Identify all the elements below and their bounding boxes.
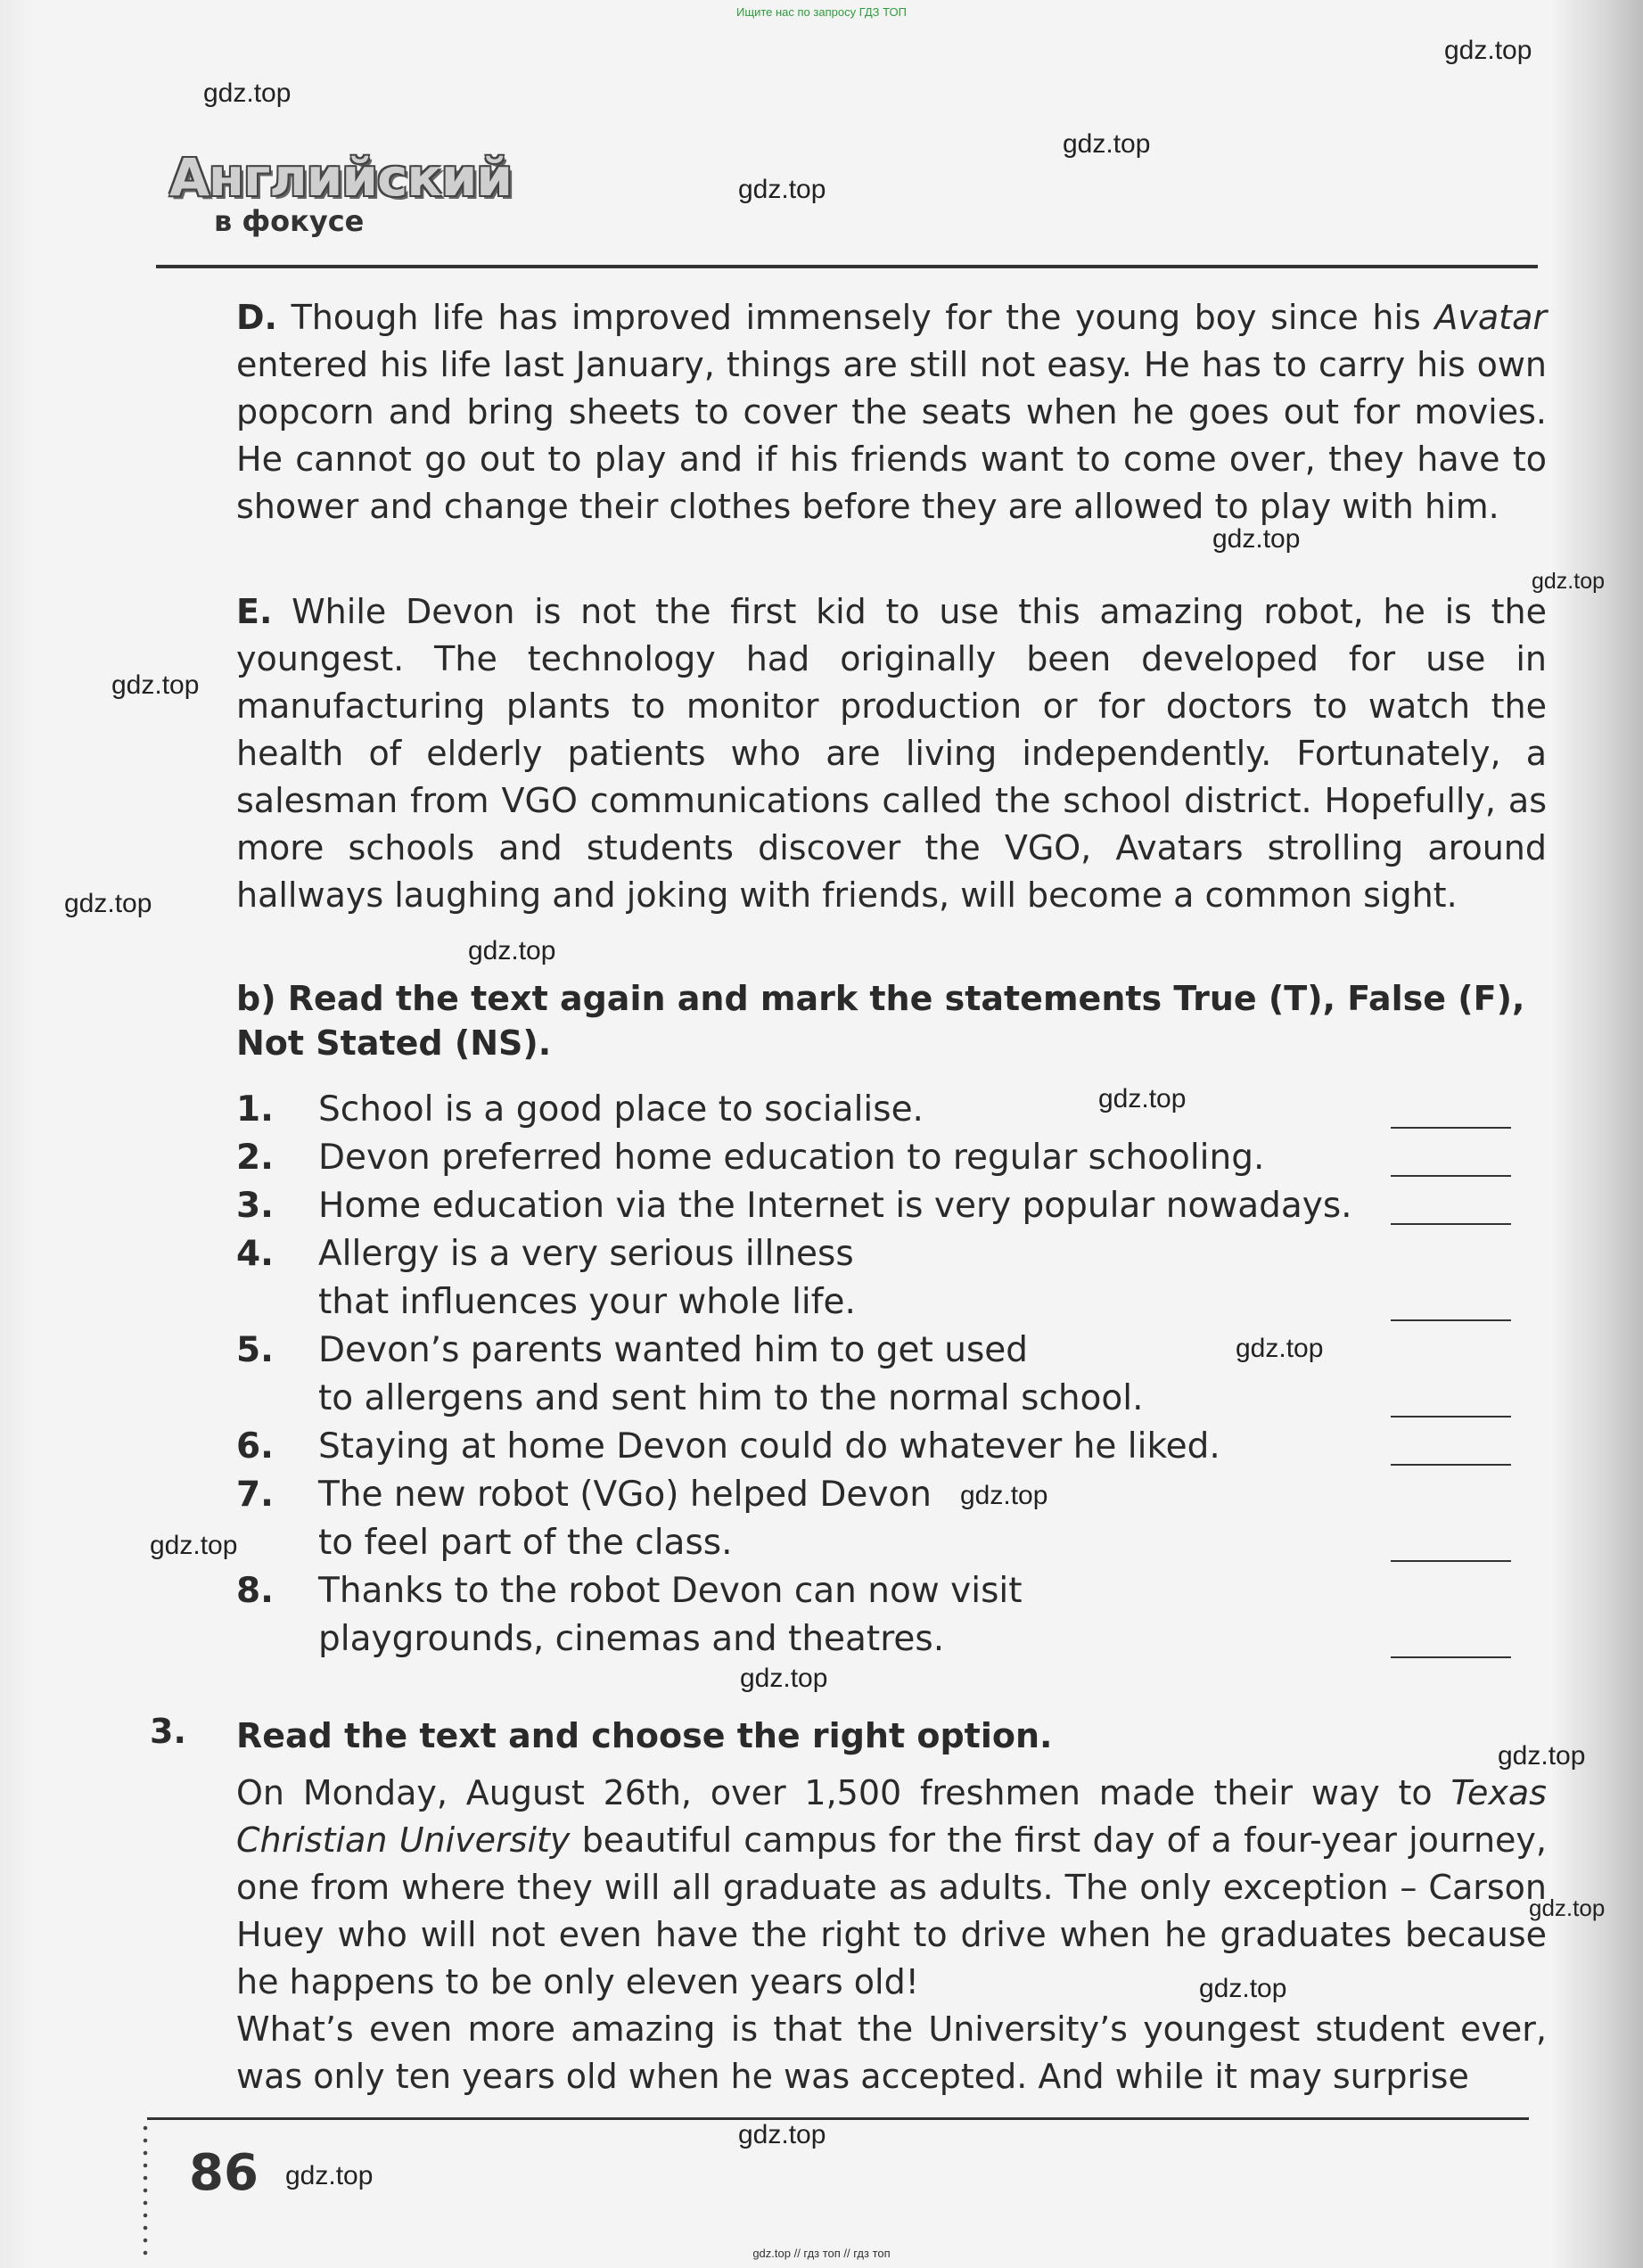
watermark: gdz.top [285, 2161, 374, 2190]
logo-title: Английский [169, 147, 513, 208]
watermark: gdz.top [740, 1664, 828, 1693]
watermark: gdz.top [1098, 1084, 1187, 1113]
statement-item [236, 1567, 1556, 1664]
statement-text-line2: playgrounds, cinemas and theatres. [318, 1619, 945, 1659]
exercise-3-text-1: On Monday, August 26th, over 1,500 freshmen made their way to [236, 1773, 1433, 1812]
task-b-instruction: b) Read the text again and mark the statements True (T), False (F), Not Stated (NS). [236, 979, 1525, 1063]
watermark: gdz.top [64, 889, 152, 918]
watermark: gdz.top [738, 2120, 826, 2149]
statement-item [236, 1134, 1556, 1182]
statement-text: Devon preferred home education to regular schooling. [318, 1138, 1265, 1178]
statement-number: 3. [236, 1186, 274, 1226]
top-note: Ищите нас по запросу ГДЗ ТОП [736, 5, 907, 19]
watermark: gdz.top [1532, 569, 1606, 594]
paragraph-e [236, 588, 1547, 919]
watermark: gdz.top [203, 78, 292, 108]
answer-blank[interactable] [1391, 1127, 1511, 1129]
footer-dots [143, 2122, 148, 2256]
statement-text: School is a good place to socialise. [318, 1089, 924, 1130]
watermark: gdz.top [1236, 1334, 1324, 1363]
watermark: gdz.top [1063, 129, 1151, 159]
statement-item [236, 1182, 1556, 1230]
statement-text: Allergy is a very serious illness [318, 1234, 854, 1274]
statement-item [236, 1086, 1556, 1134]
statement-text: Devon’s parents wanted him to get used [318, 1330, 1029, 1370]
watermark: gdz.top [738, 175, 826, 204]
answer-blank[interactable] [1391, 1223, 1511, 1225]
statement-number: 2. [236, 1138, 274, 1178]
paragraph-d-italic: Avatar [1434, 298, 1547, 337]
statement-number: 6. [236, 1426, 274, 1467]
paragraph-e-letter: E. [236, 592, 273, 631]
exercise-3-instruction: Read the text and choose the right option. [236, 1716, 1053, 1755]
statement-text: Staying at home Devon could do whatever he liked. [318, 1426, 1220, 1467]
watermark: gdz.top [150, 1531, 238, 1560]
watermark: gdz.top [1444, 36, 1532, 65]
exercise-3-text-2: beautiful campus for the first day of a four-year journey, one from where they will all graduate as adults. The only exception – Carson Huey who will not even have the right to drive when he graduates because he happens to be only eleven years old! [236, 1820, 1547, 2001]
statement-item [236, 1230, 1556, 1327]
page-number: 86 [189, 2144, 259, 2202]
answer-blank[interactable] [1391, 1656, 1511, 1658]
statement-item [236, 1423, 1556, 1471]
watermark: gdz.top [1529, 1894, 1606, 1921]
statement-text: Thanks to the robot Devon can now visit [318, 1571, 1023, 1611]
answer-blank[interactable] [1391, 1560, 1511, 1562]
answer-blank[interactable] [1391, 1319, 1511, 1321]
bottom-note: gdz.top // гдз топ // гдз топ [752, 2247, 891, 2260]
statement-item [236, 1471, 1556, 1567]
statement-text: Home education via the Internet is very popular nowadays. [318, 1186, 1352, 1226]
logo-subtitle: в фокусе [214, 204, 365, 238]
exercise-3-text-3: What’s even more amazing is that the University’s youngest student ever, was only ten years old when he was accepted. And while it may surprise [236, 2009, 1547, 2096]
statement-number: 1. [236, 1089, 274, 1130]
paragraph-d [236, 294, 1547, 530]
answer-blank[interactable] [1391, 1175, 1511, 1177]
paragraph-d-text-2: entered his life last January, things are still not easy. He has to carry his own popcorn and bring sheets to cover the seats when he goes out for movies. He cannot go out to play and if his friends want to come over, they have to shower and change their clothes before they are allowed to play with him. [236, 345, 1547, 526]
statement-text-line2: to allergens and sent him to the normal school. [318, 1378, 1144, 1418]
header-rule [156, 265, 1538, 268]
statement-text-line2: to feel part of the class. [318, 1523, 733, 1563]
statement-text-line2: that influences your whole life. [318, 1282, 856, 1322]
watermark: gdz.top [960, 1481, 1048, 1510]
watermark: gdz.top [468, 936, 556, 966]
statement-number: 5. [236, 1330, 274, 1370]
statement-text: The new robot (VGo) helped Devon [318, 1475, 932, 1515]
statement-number: 7. [236, 1475, 274, 1515]
paragraph-e-text: While Devon is not the first kid to use this amazing robot, he is the youngest. The technology had originally been developed for use in manufacturing plants to monitor production or for doctors to watch the health of elderly patients who are living independently. Fortunately, a salesman from VGO communications called the school district. Hopefully, as more schools and students discover the VGO, Avatars strolling around hallways laughing and joking with friends, will become a common sight. [236, 592, 1547, 915]
statement-number: 8. [236, 1571, 274, 1611]
statement-number: 4. [236, 1234, 274, 1274]
statements-list [236, 1086, 1556, 1664]
watermark: gdz.top [1199, 1974, 1287, 2003]
exercise-3-number: 3. [150, 1712, 186, 1751]
book-logo [169, 147, 513, 238]
answer-blank[interactable] [1391, 1464, 1511, 1466]
answer-blank[interactable] [1391, 1416, 1511, 1418]
watermark: gdz.top [1212, 524, 1301, 554]
paragraph-d-letter: D. [236, 298, 277, 337]
exercise-3-italic: Texas Christian University [236, 1773, 1547, 1860]
footer-rule [147, 2117, 1529, 2120]
watermark: gdz.top [111, 670, 200, 700]
statement-item [236, 1327, 1556, 1423]
watermark: gdz.top [1498, 1741, 1586, 1771]
exercise-3-text [236, 1770, 1547, 2100]
paragraph-d-text-1: Though life has improved immensely for the young boy since his [291, 298, 1421, 337]
